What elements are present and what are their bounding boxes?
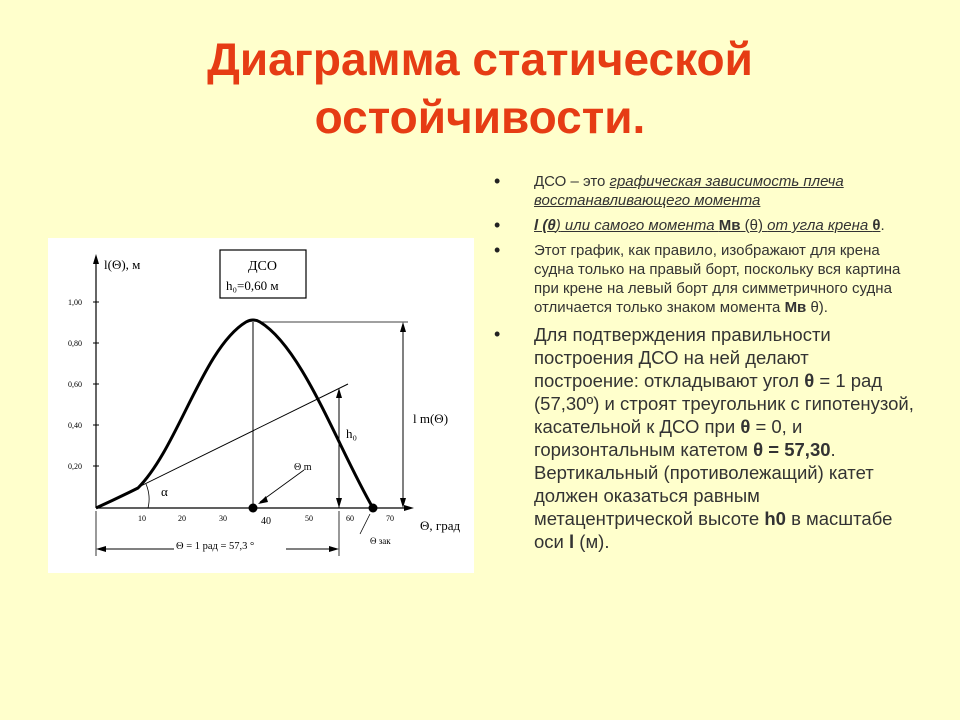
- x-tick-50: 50: [305, 514, 313, 523]
- bullet-4-text-k: (м).: [574, 531, 610, 552]
- y-tick-060: 0,60: [68, 380, 82, 389]
- bullet-2-text-g: от угла крена: [767, 217, 873, 234]
- bullet-item-3: [494, 241, 914, 317]
- bullet-item-4: [494, 323, 914, 553]
- bullet-3-text-b: Мв: [784, 299, 807, 316]
- theta-zak-label: Θ зак: [370, 536, 391, 546]
- bullet-2-text-a: l (: [534, 217, 548, 234]
- title-line-1: Диаграмма статической: [207, 33, 753, 85]
- x-tick-70: 70: [386, 514, 394, 523]
- x-ticks: [138, 514, 394, 527]
- bullet-4-text-h: h0: [764, 508, 786, 529]
- bullet-4-text-b: θ: [804, 370, 815, 391]
- x-tick-20: 20: [178, 514, 186, 523]
- bullet-4-text-d: θ: [740, 416, 751, 437]
- theta-vanish-dot: [369, 504, 378, 513]
- y-tick-080: 0,80: [68, 339, 82, 348]
- bullet-2-text-e: Мв: [718, 217, 741, 234]
- bullet-4-text-j: l: [569, 531, 575, 552]
- bullet-2-text-i: .: [880, 217, 885, 234]
- theta-m-label: Θ m: [294, 462, 312, 473]
- bullet-3-text-a: Этот график, как правило, изображают для крена судна только на правый борт, поскольку вся картина при крене на левый борт для симметричного судна отличается только знаком момента: [534, 242, 901, 316]
- alpha-arc: [146, 484, 149, 508]
- lm-label: l m(Θ): [413, 411, 449, 426]
- stability-curve: [96, 320, 373, 508]
- bullet-3-text-c: θ).: [806, 299, 828, 316]
- alpha-label: α: [161, 484, 168, 499]
- bullet-1-text-b: графическая зависимость плеча восстанавливающего момента: [534, 173, 844, 209]
- theta-max-leader: [260, 470, 304, 502]
- h0-arrow-bottom: [336, 498, 342, 508]
- bullet-dot: •: [494, 215, 501, 235]
- x-tick-40: 40: [261, 516, 271, 527]
- legend-value: h₀=0,60 м: [226, 278, 279, 293]
- bullet-2-text-c: ): [555, 217, 561, 234]
- x-axis-label: Θ, град: [420, 518, 461, 533]
- bullet-list: [494, 172, 914, 553]
- theta-max-dot: [249, 504, 258, 513]
- bullet-dot: •: [494, 324, 501, 344]
- legend-title: ДСО: [248, 259, 277, 274]
- bullet-2-text-h: θ: [872, 217, 881, 234]
- bullet-item-2: [494, 216, 914, 235]
- tangent-line: [96, 384, 348, 508]
- y-ticks: [68, 298, 99, 471]
- bullet-4-text-g: . Вертикальный (противолежащий) катет должен оказаться равным метацентрической высоте: [534, 439, 874, 529]
- bullet-2-text-f: (θ): [740, 217, 768, 234]
- y-axis-arrow: [93, 254, 99, 264]
- theta-vanish-leader: [360, 514, 370, 534]
- y-axis-label: l(Θ), м: [104, 257, 141, 272]
- bullet-4-text-f: θ = 57,30: [753, 439, 831, 460]
- x-tick-10: 10: [138, 514, 146, 523]
- y-tick-100: 1,00: [68, 298, 82, 307]
- bullet-2-text-d: или самого момента: [560, 217, 719, 234]
- bullet-dot: •: [494, 240, 501, 260]
- y-tick-040: 0,40: [68, 421, 82, 430]
- bullet-2-text-b: θ: [547, 217, 556, 234]
- stability-diagram-figure: [48, 238, 474, 573]
- title-line-2: остойчивости.: [314, 91, 646, 143]
- y-tick-020: 0,20: [68, 462, 82, 471]
- lm-arrow-top: [400, 322, 406, 332]
- x-tick-30: 30: [219, 514, 227, 523]
- x-axis-arrow: [404, 505, 414, 511]
- x-tick-60: 60: [346, 514, 354, 523]
- bullet-item-1: [494, 172, 914, 210]
- bullet-4-text-a: Для подтверждения правильности построения ДСО на ней делают построение: откладывают угол: [534, 324, 831, 391]
- radian-arrow-right: [329, 546, 339, 552]
- bullet-4-text-e: = 0, и горизонтальным катетом: [534, 416, 803, 460]
- stability-diagram-svg: [48, 238, 474, 573]
- bullet-4-text-c: = 1 рад (57,30º) и строят треугольник с гипотенузой, касательной к ДСО при: [534, 370, 914, 437]
- radian-arrow-left: [96, 546, 106, 552]
- h0-label: h₀: [346, 426, 358, 441]
- bullet-dot: •: [494, 171, 501, 191]
- bullet-1-text-a: ДСО – это: [534, 173, 610, 190]
- bullet-4-text-i: в масштабе оси: [534, 508, 893, 552]
- radian-label: Θ = 1 рад = 57,3 °: [176, 541, 255, 552]
- slide-title: [0, 30, 960, 146]
